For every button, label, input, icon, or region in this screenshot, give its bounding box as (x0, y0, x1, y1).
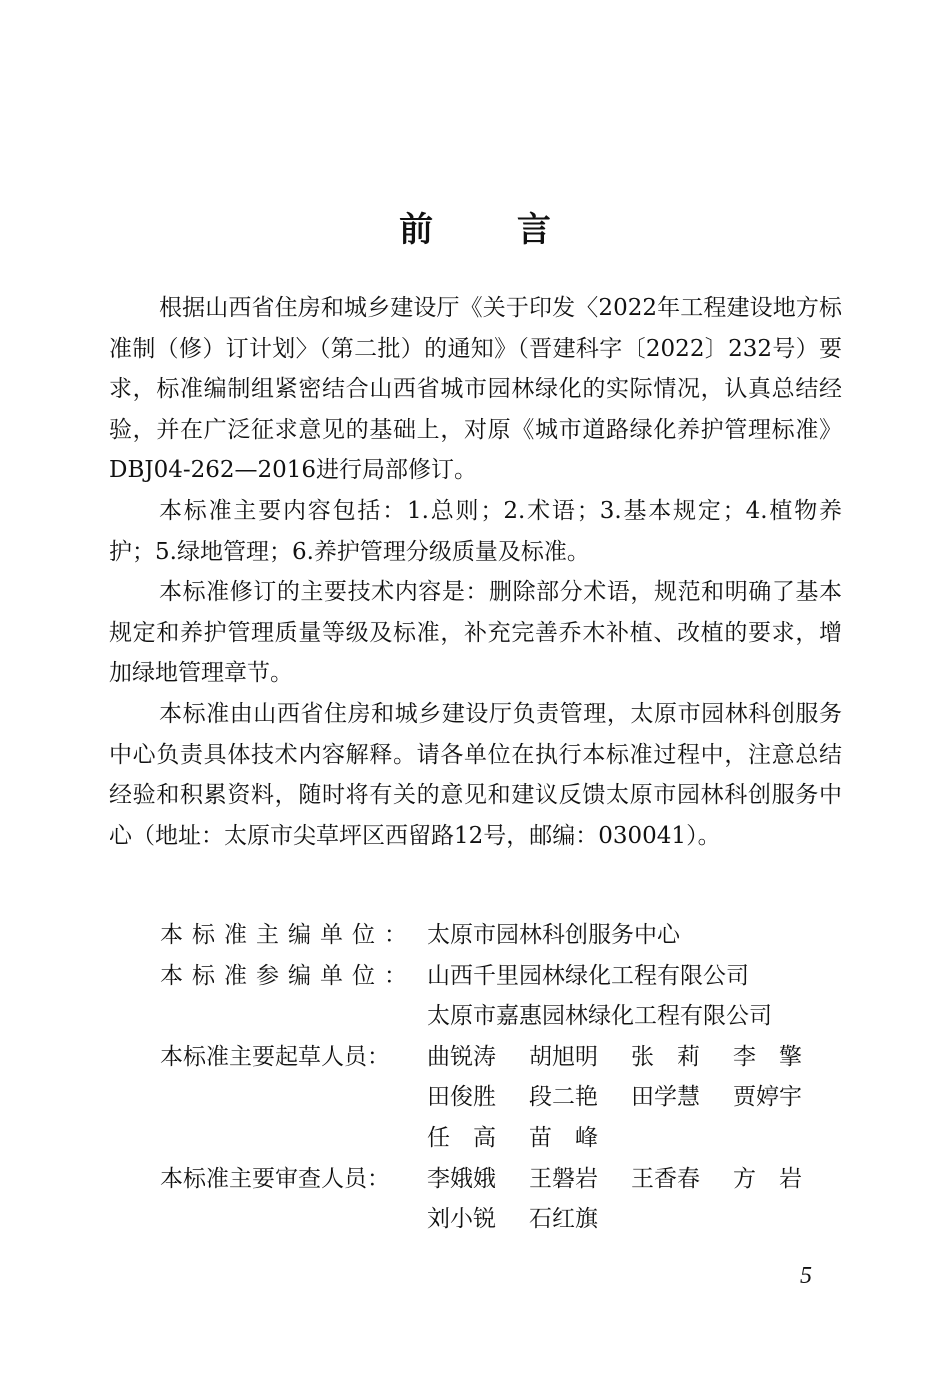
drafter-name: 张莉 (631, 1043, 723, 1070)
reviewers-row (160, 1199, 835, 1240)
participating-unit-row (160, 956, 835, 997)
reviewer-name: 李娥娥 (427, 1165, 496, 1192)
reviewer-name: 方岩 (733, 1165, 825, 1192)
reviewer-name: 石红旗 (529, 1206, 598, 1233)
drafter-name: 贾婷宇 (733, 1084, 802, 1111)
participating-unit-value: 太原市嘉惠园林绿化工程有限公司 (427, 1003, 772, 1030)
reviewers-row (160, 1159, 835, 1200)
drafter-name: 胡旭明 (529, 1043, 598, 1070)
drafter-name: 段二艳 (529, 1084, 598, 1111)
paragraph-revisions: 本标准修订的主要技术内容是：删除部分术语，规范和明确了基本规定和养护管理质量等级及标准，补充完善乔木补植、改植的要求，增加绿地管理章节。 (109, 579, 842, 687)
drafter-name: 曲锐涛 (427, 1043, 496, 1070)
drafters-row (160, 1037, 835, 1078)
drafter-name: 田俊胜 (427, 1084, 496, 1111)
page-number: 5 (800, 1263, 812, 1289)
paragraph-basis: 根据山西省住房和城乡建设厅《关于印发〈2022年工程建设地方标准制（修）订计划〉（第二批）的通知》（晋建科字〔2022〕232号）要求，标准编制组紧密结合山西省城市园林绿化的实际情况，认真总结经验，并在广泛征求意见的基础上，对原《城市道路绿化养护管理标准》DBJ04-262—2016进行局部修订。 (109, 295, 842, 484)
page-title: 前 言 (399, 210, 587, 250)
reviewer-name: 刘小锐 (427, 1206, 496, 1233)
drafters-label: 本标准主要起草人员： (160, 1043, 390, 1070)
participating-unit-value: 山西千里园林绿化工程有限公司 (427, 962, 749, 989)
participating-unit-label: 本标准参编单位： (160, 962, 416, 989)
drafter-name: 李擎 (733, 1043, 825, 1070)
contributors-block (160, 915, 835, 1240)
chief-unit-label: 本标准主编单位： (160, 922, 416, 948)
drafter-name: 任高 (427, 1124, 519, 1151)
reviewers-label: 本标准主要审查人员： (160, 1165, 390, 1192)
paragraph-management: 本标准由山西省住房和城乡建设厅负责管理，太原市园林科创服务中心负责具体技术内容解释。请各单位在执行本标准过程中，注意总结经验和积累资料，随时将有关的意见和建议反馈太原市园林科创服务中心（地址：太原市尖草坪区西留路12号，邮编：030041）。 (109, 700, 842, 849)
paragraph-contents: 本标准主要内容包括：1.总则；2.术语；3.基本规定；4.植物养护；5.绿地管理；6.养护管理分级质量及标准。 (109, 497, 842, 565)
drafter-name: 田学慧 (631, 1084, 700, 1111)
drafter-name: 苗峰 (529, 1124, 621, 1151)
reviewer-name: 王香春 (631, 1165, 700, 1192)
participating-unit-row (160, 996, 835, 1037)
chief-unit-row (160, 915, 835, 956)
preface-body (109, 288, 842, 856)
drafters-row (160, 1118, 835, 1159)
reviewer-name: 王磐岩 (529, 1165, 598, 1192)
drafters-row (160, 1077, 835, 1118)
chief-unit-value: 太原市园林科创服务中心 (427, 922, 680, 948)
